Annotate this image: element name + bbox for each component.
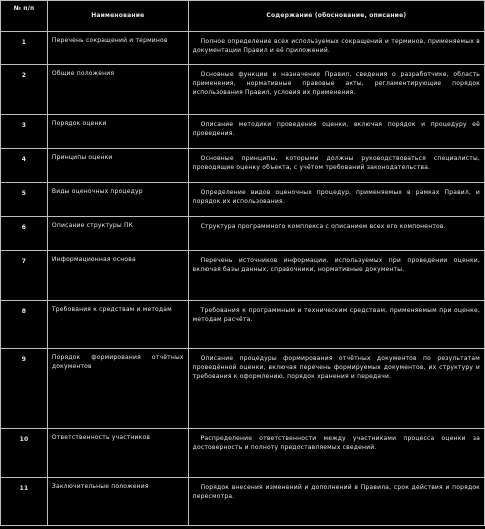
table-row	[1, 32, 485, 65]
table-row	[1, 183, 485, 217]
row-number: 7	[21, 258, 27, 265]
row-number: 11	[19, 485, 29, 492]
row-number: 2	[21, 72, 27, 79]
row-name: Порядок оценки	[51, 120, 107, 127]
row-name: Виды оценочных процедур	[51, 188, 143, 195]
row-name: Принципы оценки	[51, 154, 113, 161]
row-number: 4	[21, 156, 27, 163]
row-description: Основные функции и назначение Правил, сведения о разработчике, область применения, нормативные правовые акты, регламентирующие порядок использования Правил, условия их применения.	[192, 71, 481, 96]
row-description: Основные принципы, которыми должны руководствоваться специалисты, проводящие оценку объекта, с учётом требований законодательства.	[192, 155, 481, 171]
row-description: Требования к программным и техническим средствам, применяемым при оценке, методам расчёта.	[192, 307, 481, 323]
row-description: Структура программного комплекса с описанием всех его компонентов.	[200, 223, 446, 230]
row-number: 1	[21, 39, 27, 46]
header-name: Наименование	[48, 1, 189, 32]
row-name: Информационная основа	[51, 256, 136, 263]
row-number: 8	[21, 308, 27, 315]
table-row	[1, 429, 485, 478]
header-description: Содержание (обоснование, описание)	[189, 1, 485, 32]
table-row	[1, 349, 485, 429]
row-name: Заключительные положения	[51, 483, 149, 490]
table-row	[1, 478, 485, 526]
table-row	[1, 217, 485, 251]
row-description: Распределение ответственности между участниками процесса оценки за достоверность и полноту предоставляемых сведений.	[192, 435, 481, 451]
row-description: Определение видов оценочных процедур, применяемых в рамках Правил, и порядок их использования.	[192, 189, 481, 205]
row-description: Порядок внесения изменений и дополнений в Правила, срок действия и порядок пересмотра.	[192, 484, 481, 500]
row-name: Описание структуры ПК	[51, 222, 134, 229]
table-row	[1, 115, 485, 149]
row-name: Перечень сокращений и терминов	[51, 37, 168, 44]
header-serial-number: № п/п	[1, 1, 48, 32]
row-number: 6	[21, 224, 27, 231]
row-description: Полное определение всех используемых сокращений и терминов, применяемых в документации Правил и её приложений.	[192, 38, 481, 54]
row-name: Общие положения	[51, 70, 115, 77]
row-number: 10	[19, 436, 29, 443]
table-row	[1, 251, 485, 301]
table-row	[1, 301, 485, 349]
row-description: Описание методики проведения оценки, включая порядок и процедуру её проведения.	[192, 121, 481, 137]
row-number: 9	[21, 356, 27, 363]
row-number: 5	[21, 190, 27, 197]
table-header-row	[1, 1, 485, 32]
row-name: Порядок формирования отчётных документов	[51, 354, 184, 370]
row-number: 3	[21, 122, 27, 129]
row-name: Требования к средствам и методам	[51, 306, 172, 313]
row-name: Ответственность участников	[51, 434, 151, 441]
row-description: Описание процедуры формирования отчётных документов по результатам проведённой оценки, включая перечень формируемых документов, их структуру и требования к оформлению, порядок хранения и передачи.	[192, 355, 481, 380]
table-row	[1, 149, 485, 183]
row-description: Перечень источников информации, используемых при проведении оценки, включая базы данных, справочники, нормативные документы.	[192, 257, 481, 273]
table-row	[1, 65, 485, 115]
